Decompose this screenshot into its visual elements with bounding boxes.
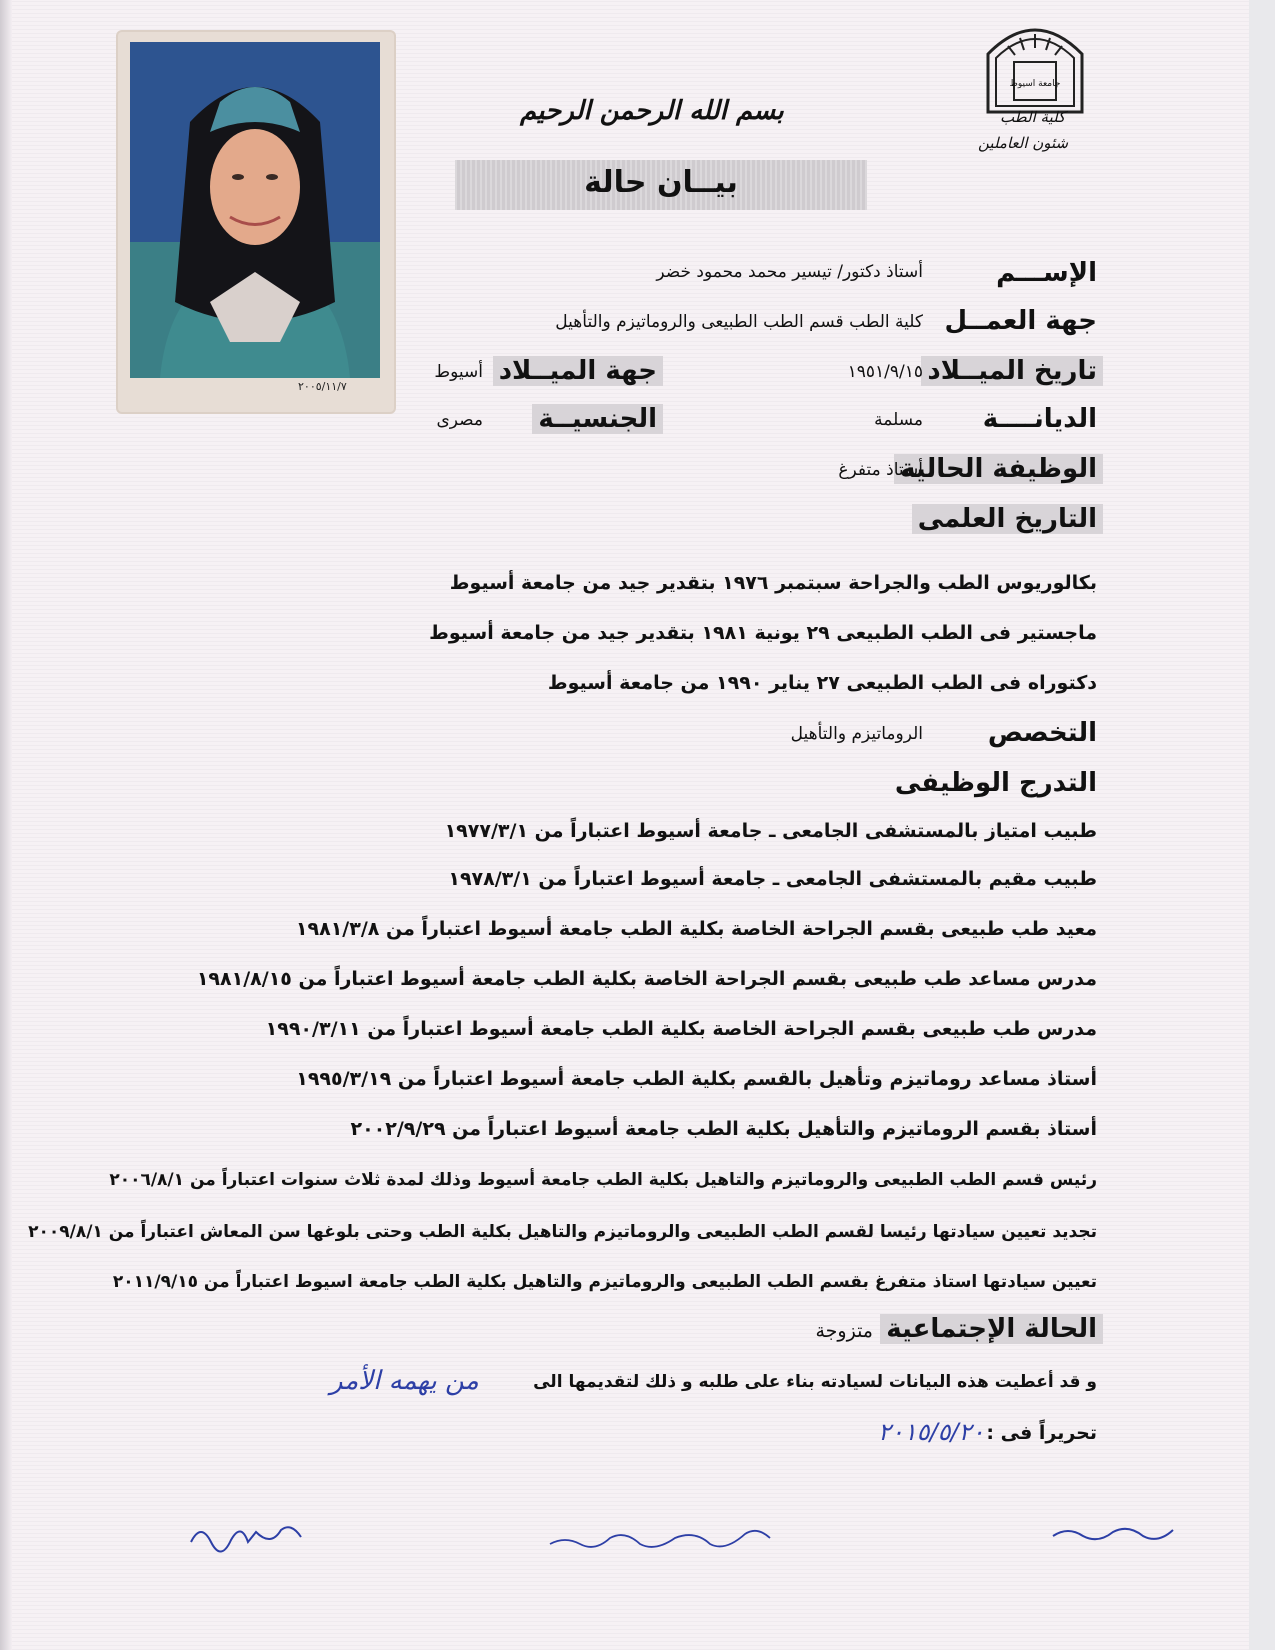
name-label: الإســـم: [996, 258, 1097, 288]
signature-right: [1048, 1512, 1178, 1552]
position-value: أستاذ متفرغ: [838, 460, 923, 480]
career-item: تعيين سيادتها استاذ متفرغ بقسم الطب الطبيعى والروماتيزم والتاهيل بكلية الطب جامعة اسيوط اعتباراً من ٢٠١١/٩/١٥: [112, 1272, 1097, 1292]
portrait-photo: [130, 42, 380, 378]
religion-label: الديانــــة: [982, 404, 1097, 434]
footer-statement-handwritten: من يهمه الأمر: [330, 1366, 479, 1396]
work-value: كلية الطب قسم الطب الطبيعى والروماتيزم والتأهيل: [555, 312, 923, 332]
nationality-label: الجنسيــة: [532, 404, 663, 434]
dob-value: ١٩٥١/٩/١٥: [847, 362, 923, 382]
marital-label: الحالة الإجتماعية: [880, 1314, 1103, 1344]
portrait-image: [130, 42, 380, 378]
dob-label: تاريخ الميــلاد: [921, 356, 1103, 386]
nationality-value: مصرى: [436, 410, 483, 430]
specialty-label: التخصص: [987, 718, 1097, 748]
academic-item: ماجستير فى الطب الطبيعى ٢٩ يونية ١٩٨١ بتقدير جيد من جامعة أسيوط: [429, 622, 1097, 644]
pob-label: جهة الميــلاد: [493, 356, 663, 386]
specialty-value: الروماتيزم والتأهيل: [790, 724, 923, 744]
career-item: تجديد تعيين سيادتها رئيسا لقسم الطب الطبيعى والروماتيزم والتاهيل بكلية الطب وحتى بلوغها سن المعاش اعتباراً من ٢٠٠٩/٨/١: [28, 1222, 1097, 1242]
title-box: [455, 160, 867, 210]
document-title: بيــان حالة: [584, 165, 738, 200]
name-value: أستاذ دكتور/ تيسير محمد محمود خضر: [656, 262, 923, 282]
signature-left: [186, 1512, 306, 1562]
career-heading: التدرج الوظيفى: [894, 768, 1097, 798]
career-item: طبيب مقيم بالمستشفى الجامعى ـ جامعة أسيوط اعتباراً من ١٩٧٨/٣/١: [448, 868, 1097, 890]
signature-middle: [545, 1516, 775, 1560]
academic-item: بكالوريوس الطب والجراحة سبتمبر ١٩٧٦ بتقدير جيد من جامعة أسيوط: [449, 572, 1097, 594]
department-label: شئون العاملين: [978, 134, 1069, 152]
work-label: جهة العمــل: [944, 306, 1097, 336]
date-handwritten: ٢٠١٥/٥/٢٠: [878, 1418, 985, 1446]
career-item: مدرس مساعد طب طبيعى بقسم الجراحة الخاصة بكلية الطب جامعة أسيوط اعتباراً من ١٩٨١/٨/١٥: [196, 968, 1097, 990]
academic-item: دكتوراه فى الطب الطبيعى ٢٧ يناير ١٩٩٠ من جامعة أسيوط: [547, 672, 1097, 694]
date-label: تحريراً فى :: [986, 1422, 1097, 1444]
basmala: بسم الله الرحمن الرحيم: [520, 96, 784, 126]
photo-date-stamp: ٢٠٠٥/١١/٧: [298, 380, 347, 393]
portrait-photo-frame: [118, 32, 394, 412]
career-item: أستاذ مساعد روماتيزم وتأهيل بالقسم بكلية الطب جامعة أسيوط اعتباراً من ١٩٩٥/٣/١٩: [296, 1068, 1097, 1090]
career-item: معيد طب طبيعى بقسم الجراحة الخاصة بكلية الطب جامعة أسيوط اعتباراً من ١٩٨١/٣/٨: [295, 918, 1097, 940]
marital-value: متزوجة: [815, 1320, 873, 1342]
career-item: رئيس قسم الطب الطبيعى والروماتيزم والتاهيل بكلية الطب جامعة أسيوط وذلك لمدة ثلاث سنوات اعتباراً من ٢٠٠٦/٨/١: [109, 1170, 1097, 1190]
pob-value: أسيوط: [434, 362, 483, 382]
footer-statement: و قد أعطيت هذه البيانات لسيادته بناء على طلبه و ذلك لتقديمها الى: [533, 1372, 1097, 1392]
scan-edge-right: [1249, 0, 1275, 1650]
scan-edge-left: [0, 0, 12, 1650]
career-item: أستاذ بقسم الروماتيزم والتأهيل بكلية الطب جامعة أسيوط اعتباراً من ٢٠٠٢/٩/٢٩: [350, 1118, 1097, 1140]
religion-value: مسلمة: [874, 410, 923, 430]
logo-text: جامعة اسيوط: [1009, 79, 1061, 89]
career-item: مدرس طب طبيعى بقسم الجراحة الخاصة بكلية الطب جامعة أسيوط اعتباراً من ١٩٩٠/٣/١١: [265, 1018, 1097, 1040]
academic-heading: التاريخ العلمى: [912, 504, 1103, 534]
position-label: الوظيفة الحالية: [894, 454, 1103, 484]
faculty-label: كلية الطب: [1000, 108, 1066, 126]
career-item: طبيب امتياز بالمستشفى الجامعى ـ جامعة أسيوط اعتباراً من ١٩٧٧/٣/١: [444, 820, 1097, 842]
